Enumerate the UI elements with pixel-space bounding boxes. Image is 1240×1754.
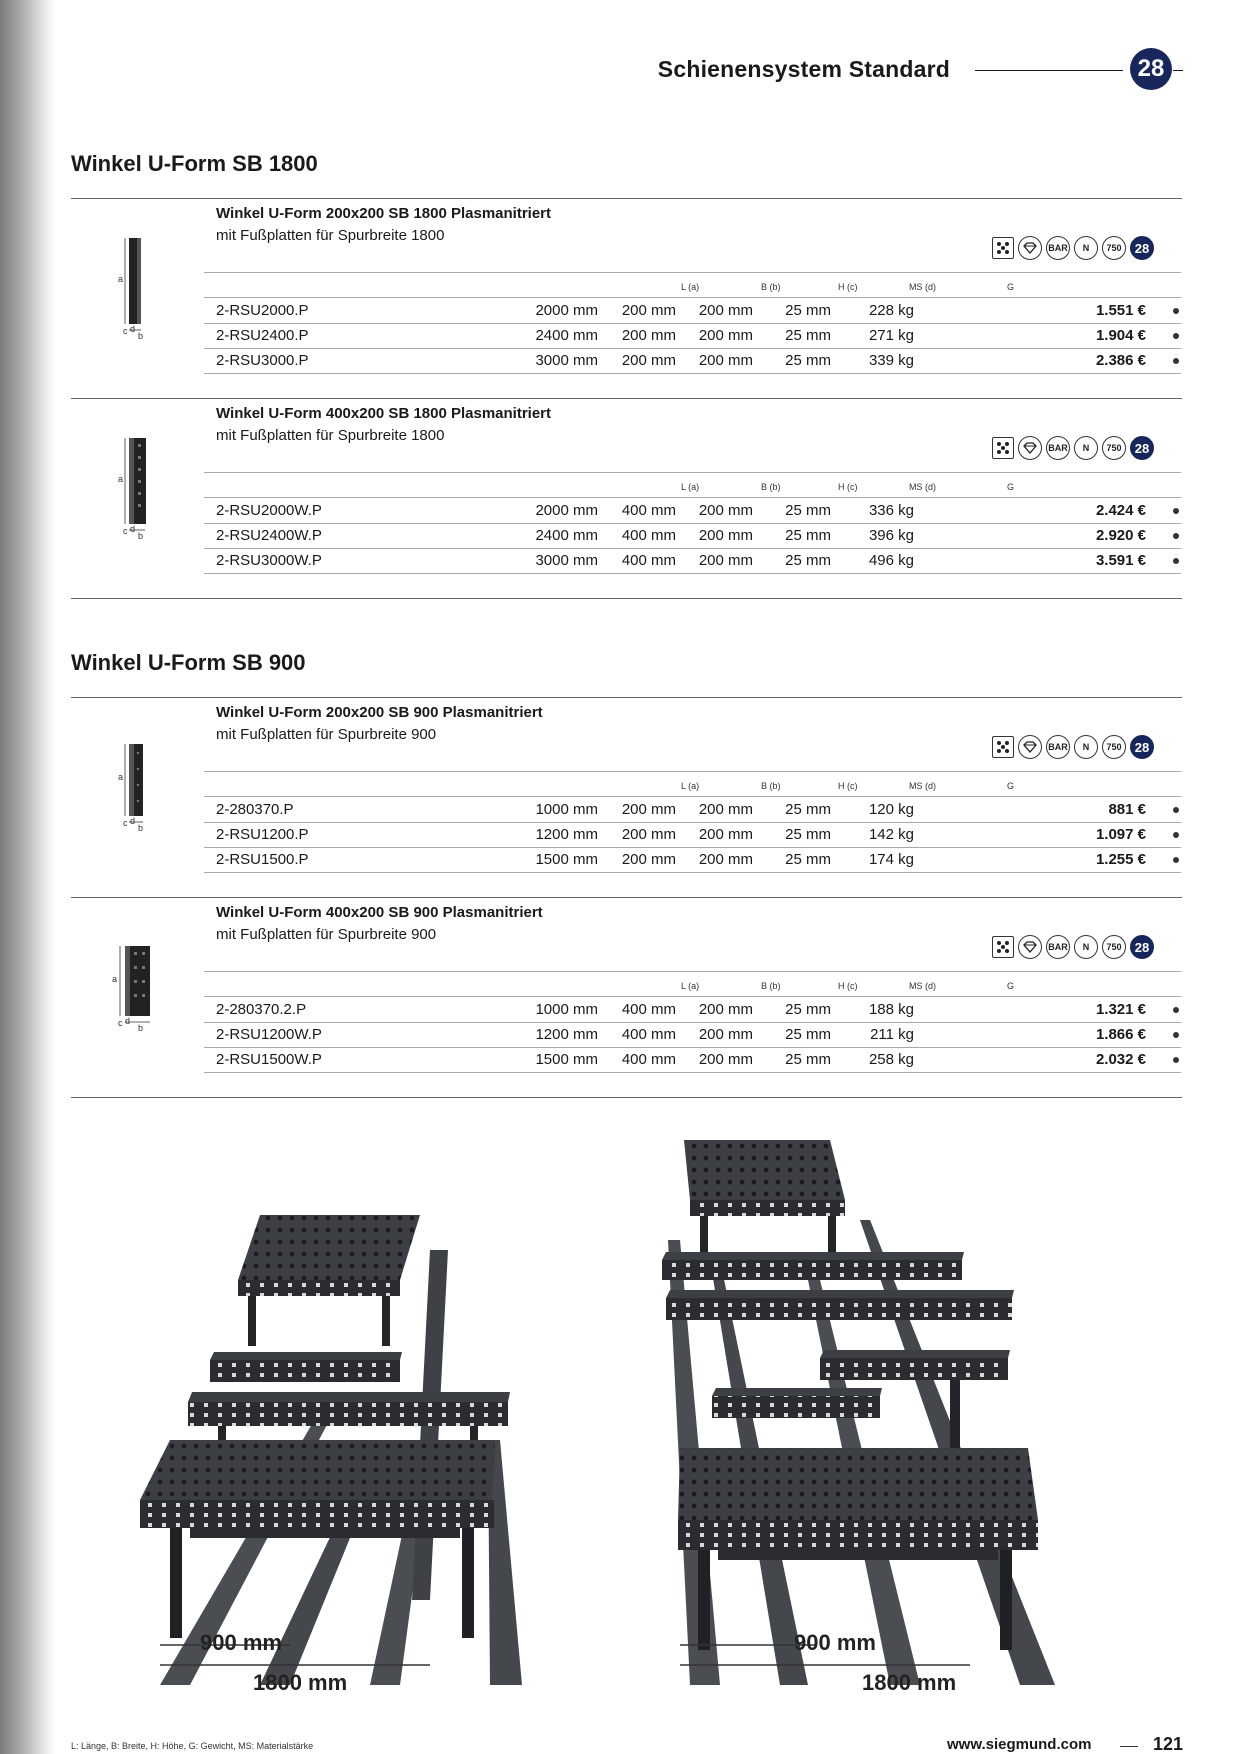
article-code: 2-RSU3000.P: [216, 352, 309, 369]
thickness-value: 25 mm: [785, 851, 831, 868]
page-header-title: Schienensystem Standard: [657, 56, 950, 82]
table-row: [216, 499, 1181, 523]
table-row: [216, 299, 1181, 323]
table-row: [216, 848, 1181, 872]
article-code: 2-280370.2.P: [216, 1001, 307, 1018]
article-code: 2-RSU2400.P: [216, 327, 309, 344]
750-icon: 750: [1102, 236, 1126, 260]
width-value: 400 mm: [621, 502, 676, 519]
hole-grid-icon: [992, 437, 1014, 459]
track-width-inner-label: 900 mm: [794, 1630, 876, 1655]
header-system-badge: 28: [1130, 48, 1172, 90]
price: 2.032 €: [1095, 1051, 1146, 1068]
weight-value: 496 kg: [868, 552, 914, 569]
sketch-label-d: d: [130, 816, 136, 826]
bar-icon: BAR: [1046, 436, 1070, 460]
table-rule: [204, 996, 1181, 997]
thickness-value: 25 mm: [785, 302, 831, 319]
availability-dot: [1173, 1057, 1179, 1063]
article-code: 2-RSU2000W.P: [216, 502, 322, 519]
750-icon: 750: [1102, 735, 1126, 759]
footer-website-link[interactable]: www.siegmund.com: [947, 1736, 1092, 1753]
profile-sketch: [115, 232, 155, 342]
weight-value: 174 kg: [868, 851, 914, 868]
thickness-value: 25 mm: [785, 502, 831, 519]
table-rule: [204, 472, 1181, 473]
width-value: 400 mm: [621, 1051, 676, 1068]
weight-value: 396 kg: [868, 527, 914, 544]
width-value: 200 mm: [621, 302, 676, 319]
width-value: 200 mm: [621, 352, 676, 369]
sketch-label-c: c: [118, 1018, 123, 1028]
col-header-ms: MS (d): [909, 781, 936, 791]
feature-icons: [992, 734, 1154, 760]
col-header-b: B (b): [761, 282, 781, 292]
col-header-l: L (a): [681, 781, 700, 791]
price: 1.097 €: [1095, 826, 1146, 843]
col-header-b: B (b): [761, 482, 781, 492]
width-value: 200 mm: [621, 826, 676, 843]
track-width-inner-label: 900 mm: [200, 1630, 282, 1655]
availability-dot: [1173, 832, 1179, 838]
system-28-icon: 28: [1130, 436, 1154, 460]
row-rule: [204, 872, 1181, 873]
article-code: 2-280370.P: [216, 801, 294, 818]
nitrided-icon: N: [1074, 935, 1098, 959]
availability-dot: [1173, 358, 1179, 364]
diamond-icon: [1018, 236, 1042, 260]
width-value: 200 mm: [621, 327, 676, 344]
sketch-label-b: b: [138, 531, 144, 541]
nitrided-icon: N: [1074, 436, 1098, 460]
col-header-ms: MS (d): [909, 482, 936, 492]
height-value: 200 mm: [698, 1001, 753, 1018]
table-row: [216, 798, 1181, 822]
price: 1.904 €: [1095, 327, 1146, 344]
price: 3.591 €: [1095, 552, 1146, 569]
product-title: Winkel U-Form 200x200 SB 900 Plasmanitriert: [216, 704, 543, 721]
sketch-label-a: a: [118, 474, 124, 484]
article-code: 2-RSU1200W.P: [216, 1026, 322, 1043]
system-28-icon: 28: [1130, 236, 1154, 260]
col-header-l: L (a): [681, 981, 700, 991]
thickness-value: 25 mm: [785, 1026, 831, 1043]
page-number: 121: [1153, 1734, 1184, 1754]
section-divider: [71, 1097, 1182, 1098]
bar-icon: BAR: [1046, 935, 1070, 959]
750-icon: 750: [1102, 436, 1126, 460]
sketch-label-c: c: [123, 526, 128, 536]
weight-value: 339 kg: [868, 352, 914, 369]
col-header-ms: MS (d): [909, 282, 936, 292]
availability-dot: [1173, 333, 1179, 339]
col-header-h: H (c): [838, 981, 858, 991]
sketch-label-a: a: [118, 274, 124, 284]
product-subtitle: mit Fußplatten für Spurbreite 900: [216, 926, 437, 943]
nitrided-icon: N: [1074, 236, 1098, 260]
750-icon: 750: [1102, 935, 1126, 959]
length-value: 2000 mm: [535, 302, 598, 319]
product-subtitle: mit Fußplatten für Spurbreite 1800: [216, 227, 445, 244]
col-header-h: H (c): [838, 482, 858, 492]
length-value: 1000 mm: [535, 1001, 598, 1018]
thickness-value: 25 mm: [785, 801, 831, 818]
page-edge-shading: [0, 0, 56, 1754]
bar-icon: BAR: [1046, 735, 1070, 759]
length-value: 1200 mm: [535, 826, 598, 843]
weight-value: 271 kg: [868, 327, 914, 344]
thickness-value: 25 mm: [785, 1051, 831, 1068]
section-divider: [71, 198, 1182, 199]
sketch-label-d: d: [125, 1016, 131, 1026]
col-header-g: G: [1007, 482, 1015, 492]
price: 2.386 €: [1095, 352, 1146, 369]
product-title: Winkel U-Form 400x200 SB 1800 Plasmanitriert: [216, 405, 552, 422]
height-value: 200 mm: [698, 327, 753, 344]
sketch-label-b: b: [138, 331, 144, 341]
price: 1.551 €: [1095, 302, 1146, 319]
section-divider: [71, 697, 1182, 698]
header-rule-end: [1173, 70, 1183, 71]
table-row: [216, 324, 1181, 348]
price: 2.920 €: [1095, 527, 1146, 544]
row-rule: [204, 373, 1181, 374]
welding-table-setup-image-left: [130, 1140, 530, 1685]
article-code: 2-RSU3000W.P: [216, 552, 322, 569]
table-row: [216, 1023, 1181, 1047]
product-subtitle: mit Fußplatten für Spurbreite 1800: [216, 427, 445, 444]
diamond-icon: [1018, 436, 1042, 460]
profile-sketch: [108, 938, 158, 1038]
feature-icons: [992, 934, 1154, 960]
product-divider: [71, 398, 1182, 399]
height-value: 200 mm: [698, 552, 753, 569]
availability-dot: [1173, 308, 1179, 314]
length-value: 2400 mm: [535, 327, 598, 344]
price: 1.255 €: [1095, 851, 1146, 868]
table-rule: [204, 297, 1181, 298]
section-title: Winkel U-Form SB 900: [71, 650, 306, 675]
thickness-value: 25 mm: [785, 826, 831, 843]
col-header-l: L (a): [681, 482, 700, 492]
track-width-outer-label: 1800 mm: [862, 1670, 957, 1695]
article-code: 2-RSU2000.P: [216, 302, 309, 319]
system-28-icon: 28: [1130, 935, 1154, 959]
track-width-outer-label: 1800 mm: [253, 1670, 348, 1695]
sketch-label-b: b: [138, 1023, 144, 1033]
table-row: [216, 823, 1181, 847]
length-value: 2400 mm: [535, 527, 598, 544]
availability-dot: [1173, 508, 1179, 514]
width-value: 400 mm: [621, 1026, 676, 1043]
profile-sketch: [115, 432, 155, 542]
weight-value: 336 kg: [868, 502, 914, 519]
col-header-g: G: [1007, 981, 1015, 991]
price: 881 €: [1108, 801, 1146, 818]
table-rule: [204, 272, 1181, 273]
article-code: 2-RSU1500.P: [216, 851, 309, 868]
height-value: 200 mm: [698, 502, 753, 519]
profile-sketch: [115, 738, 155, 838]
height-value: 200 mm: [698, 851, 753, 868]
col-header-ms: MS (d): [909, 981, 936, 991]
table-rule: [204, 971, 1181, 972]
price: 1.866 €: [1095, 1026, 1146, 1043]
length-value: 1000 mm: [535, 801, 598, 818]
table-row: [216, 998, 1181, 1022]
hole-grid-icon: [992, 936, 1014, 958]
col-header-b: B (b): [761, 781, 781, 791]
col-header-h: H (c): [838, 781, 858, 791]
header-rule: [975, 70, 1123, 71]
table-rule: [204, 796, 1181, 797]
article-code: 2-RSU1500W.P: [216, 1051, 322, 1068]
bar-icon: BAR: [1046, 236, 1070, 260]
product-divider: [71, 897, 1182, 898]
product-title: Winkel U-Form 400x200 SB 900 Plasmanitriert: [216, 904, 543, 921]
table-row: [216, 349, 1181, 373]
nitrided-icon: N: [1074, 735, 1098, 759]
width-value: 400 mm: [621, 552, 676, 569]
sketch-label-a: a: [112, 974, 118, 984]
height-value: 200 mm: [698, 302, 753, 319]
weight-value: 228 kg: [868, 302, 914, 319]
weight-value: 188 kg: [868, 1001, 914, 1018]
availability-dot: [1173, 533, 1179, 539]
thickness-value: 25 mm: [785, 352, 831, 369]
sketch-label-a: a: [118, 772, 124, 782]
length-value: 3000 mm: [535, 552, 598, 569]
thickness-value: 25 mm: [785, 552, 831, 569]
sketch-label-d: d: [130, 524, 136, 534]
thickness-value: 25 mm: [785, 1001, 831, 1018]
product-title: Winkel U-Form 200x200 SB 1800 Plasmanitriert: [216, 205, 552, 222]
feature-icons: [992, 235, 1154, 261]
section-divider: [71, 598, 1182, 599]
thickness-value: 25 mm: [785, 327, 831, 344]
col-header-g: G: [1007, 282, 1015, 292]
availability-dot: [1173, 1032, 1179, 1038]
availability-dot: [1173, 1007, 1179, 1013]
section-title: Winkel U-Form SB 1800: [71, 151, 318, 176]
footer-rule: [1120, 1746, 1138, 1747]
weight-value: 211 kg: [870, 1026, 914, 1043]
row-rule: [204, 573, 1181, 574]
hole-grid-icon: [992, 237, 1014, 259]
table-row: [216, 524, 1181, 548]
article-code: 2-RSU2400W.P: [216, 527, 322, 544]
col-header-b: B (b): [761, 981, 781, 991]
col-header-g: G: [1007, 781, 1015, 791]
feature-icons: [992, 435, 1154, 461]
welding-table-setup-image-right: [640, 1140, 1080, 1685]
row-rule: [204, 1072, 1181, 1073]
weight-value: 142 kg: [868, 826, 914, 843]
thickness-value: 25 mm: [785, 527, 831, 544]
product-subtitle: mit Fußplatten für Spurbreite 900: [216, 726, 437, 743]
length-value: 1500 mm: [535, 851, 598, 868]
width-value: 200 mm: [621, 801, 676, 818]
table-rule: [204, 771, 1181, 772]
weight-value: 120 kg: [868, 801, 914, 818]
table-rule: [204, 497, 1181, 498]
height-value: 200 mm: [698, 1026, 753, 1043]
length-value: 1200 mm: [535, 1026, 598, 1043]
width-value: 400 mm: [621, 1001, 676, 1018]
footer-legend: L: Länge, B: Breite, H: Höhe, G: Gewicht, MS: Materialstärke: [71, 1741, 314, 1751]
table-row: [216, 1048, 1181, 1072]
system-28-icon: 28: [1130, 735, 1154, 759]
width-value: 200 mm: [621, 851, 676, 868]
article-code: 2-RSU1200.P: [216, 826, 309, 843]
col-header-l: L (a): [681, 282, 700, 292]
availability-dot: [1173, 857, 1179, 863]
height-value: 200 mm: [698, 527, 753, 544]
length-value: 2000 mm: [535, 502, 598, 519]
availability-dot: [1173, 807, 1179, 813]
height-value: 200 mm: [698, 352, 753, 369]
col-header-h: H (c): [838, 282, 858, 292]
width-value: 400 mm: [621, 527, 676, 544]
sketch-label-c: c: [123, 818, 128, 828]
height-value: 200 mm: [698, 1051, 753, 1068]
height-value: 200 mm: [698, 826, 753, 843]
hole-grid-icon: [992, 736, 1014, 758]
height-value: 200 mm: [698, 801, 753, 818]
diamond-icon: [1018, 735, 1042, 759]
sketch-label-d: d: [130, 324, 136, 334]
diamond-icon: [1018, 935, 1042, 959]
weight-value: 258 kg: [868, 1051, 914, 1068]
table-row: [216, 549, 1181, 573]
price: 2.424 €: [1095, 502, 1146, 519]
availability-dot: [1173, 558, 1179, 564]
sketch-label-b: b: [138, 823, 144, 833]
price: 1.321 €: [1095, 1001, 1146, 1018]
sketch-label-c: c: [123, 326, 128, 336]
length-value: 3000 mm: [535, 352, 598, 369]
length-value: 1500 mm: [535, 1051, 598, 1068]
